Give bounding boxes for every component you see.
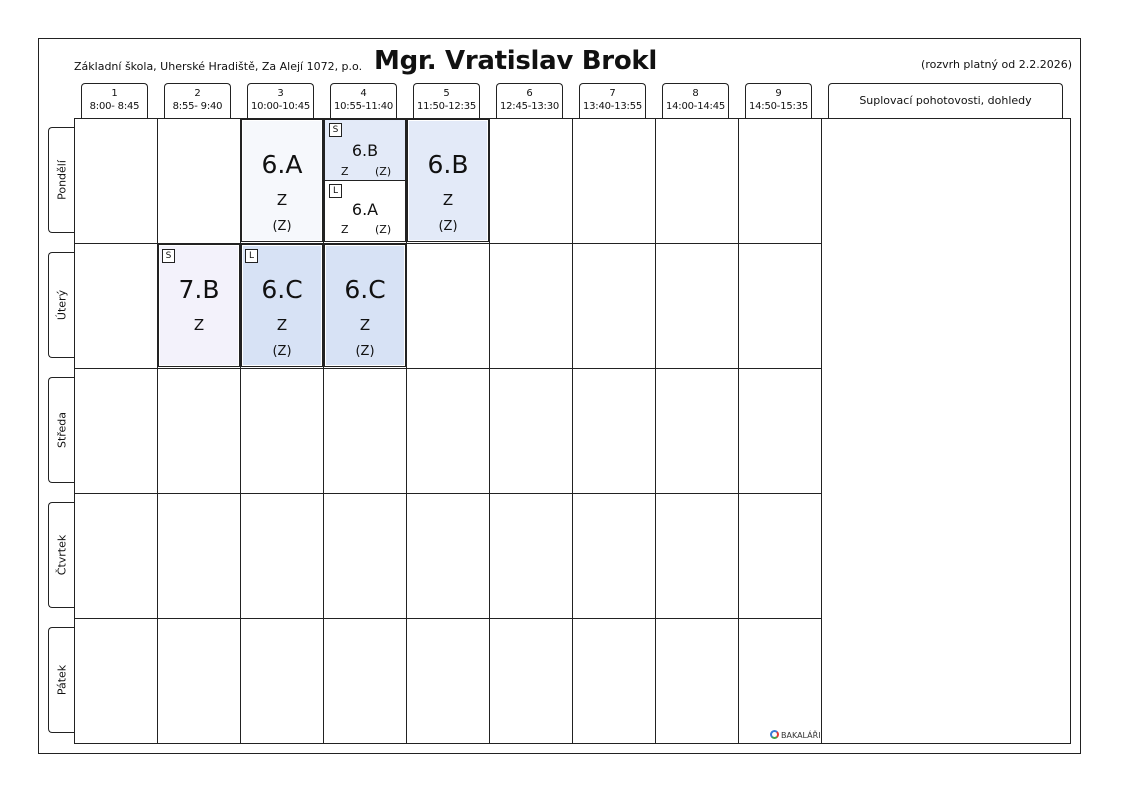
day-label: Pátek <box>55 664 69 696</box>
lesson-class: 6.C <box>344 275 386 304</box>
period-header-1 <box>81 83 148 119</box>
lesson-subject: Z <box>442 191 454 209</box>
grid-line <box>489 118 490 744</box>
period-header-6 <box>496 83 563 119</box>
lesson-room: (Z) <box>375 165 392 178</box>
grid-line <box>655 118 656 744</box>
lesson-class: 6.B <box>351 141 379 160</box>
grid-line <box>157 118 158 744</box>
brand-label: BAKALÁŘI <box>781 731 821 740</box>
group-tag: S <box>329 123 342 137</box>
period-time: 10:00-10:45 <box>250 101 311 112</box>
lesson-class: 6.A <box>261 150 303 179</box>
day-tab-thursday <box>48 502 75 608</box>
period-header-8 <box>662 83 729 119</box>
school-name: Základní škola, Uherské Hradiště, Za Alejí 1072, p.o. <box>74 60 363 73</box>
lesson-class: 7.B <box>178 275 220 304</box>
group-tag: L <box>245 249 258 263</box>
period-number: 8 <box>692 88 699 99</box>
period-header-3 <box>247 83 314 119</box>
group-tag: S <box>162 249 175 263</box>
period-header-4 <box>330 83 397 119</box>
supervision-header: Suplovací pohotovosti, dohledy <box>828 83 1063 119</box>
lesson-room: (Z) <box>375 223 392 236</box>
period-number: 6 <box>526 88 533 99</box>
lesson-room: (Z) <box>272 344 292 359</box>
grid-line <box>738 118 739 744</box>
lesson-room: (Z) <box>272 219 292 234</box>
lesson-class: 6.A <box>351 200 379 219</box>
lesson-monday-3[interactable] <box>241 119 323 242</box>
period-header-5 <box>413 83 480 119</box>
lesson-tuesday-3[interactable] <box>241 244 323 367</box>
period-number: 4 <box>360 88 367 99</box>
period-time: 14:00-14:45 <box>665 101 726 112</box>
grid-line <box>572 118 573 744</box>
lesson-subject: Z <box>341 165 349 178</box>
lesson-monday-4 <box>324 119 406 242</box>
lesson-subject: Z <box>193 316 205 334</box>
grid-line <box>821 118 822 744</box>
period-header-2 <box>164 83 231 119</box>
period-number: 7 <box>609 88 616 99</box>
lesson-room: (Z) <box>438 219 458 234</box>
day-label: Středa <box>55 411 69 449</box>
period-time: 12:45-13:30 <box>499 101 560 112</box>
day-tab-monday <box>48 127 75 233</box>
period-time: 14:50-15:35 <box>748 101 809 112</box>
lesson-subject: Z <box>341 223 349 236</box>
period-number: 1 <box>111 88 118 99</box>
day-label: Úterý <box>55 289 69 321</box>
bakalari-icon <box>770 730 779 739</box>
day-label: Pondělí <box>55 160 69 200</box>
period-time: 13:40-13:55 <box>582 101 643 112</box>
lesson-room: (Z) <box>355 344 375 359</box>
period-time: 8:55- 9:40 <box>172 101 223 112</box>
bakalari-logo <box>770 730 821 740</box>
lesson-monday-4-group-l[interactable] <box>325 181 405 241</box>
period-header-9 <box>745 83 812 119</box>
lesson-subject: Z <box>276 316 288 334</box>
period-header-7 <box>579 83 646 119</box>
day-tab-wednesday <box>48 377 75 483</box>
grid-line <box>74 493 822 494</box>
lesson-monday-5[interactable] <box>407 119 489 242</box>
day-tab-tuesday <box>48 252 75 358</box>
lesson-class: 6.B <box>427 150 469 179</box>
teacher-name: Mgr. Vratislav Brokl <box>374 46 657 76</box>
grid-line <box>74 618 822 619</box>
period-number: 9 <box>775 88 782 99</box>
period-time: 11:50-12:35 <box>416 101 477 112</box>
day-tab-friday <box>48 627 75 733</box>
lesson-subject: Z <box>276 191 288 209</box>
lesson-tuesday-2[interactable] <box>158 244 240 367</box>
lesson-monday-4-group-s[interactable] <box>325 120 405 180</box>
period-number: 3 <box>277 88 284 99</box>
period-time: 8:00- 8:45 <box>89 101 140 112</box>
lesson-subject: Z <box>359 316 371 334</box>
period-number: 5 <box>443 88 450 99</box>
grid-line <box>74 368 822 369</box>
day-label: Čtvrtek <box>55 534 69 576</box>
validity-note: (rozvrh platný od 2.2.2026) <box>921 58 1072 71</box>
lesson-class: 6.C <box>261 275 303 304</box>
lesson-tuesday-4[interactable] <box>324 244 406 367</box>
period-number: 2 <box>194 88 201 99</box>
period-time: 10:55-11:40 <box>333 101 394 112</box>
group-tag: L <box>329 184 342 198</box>
